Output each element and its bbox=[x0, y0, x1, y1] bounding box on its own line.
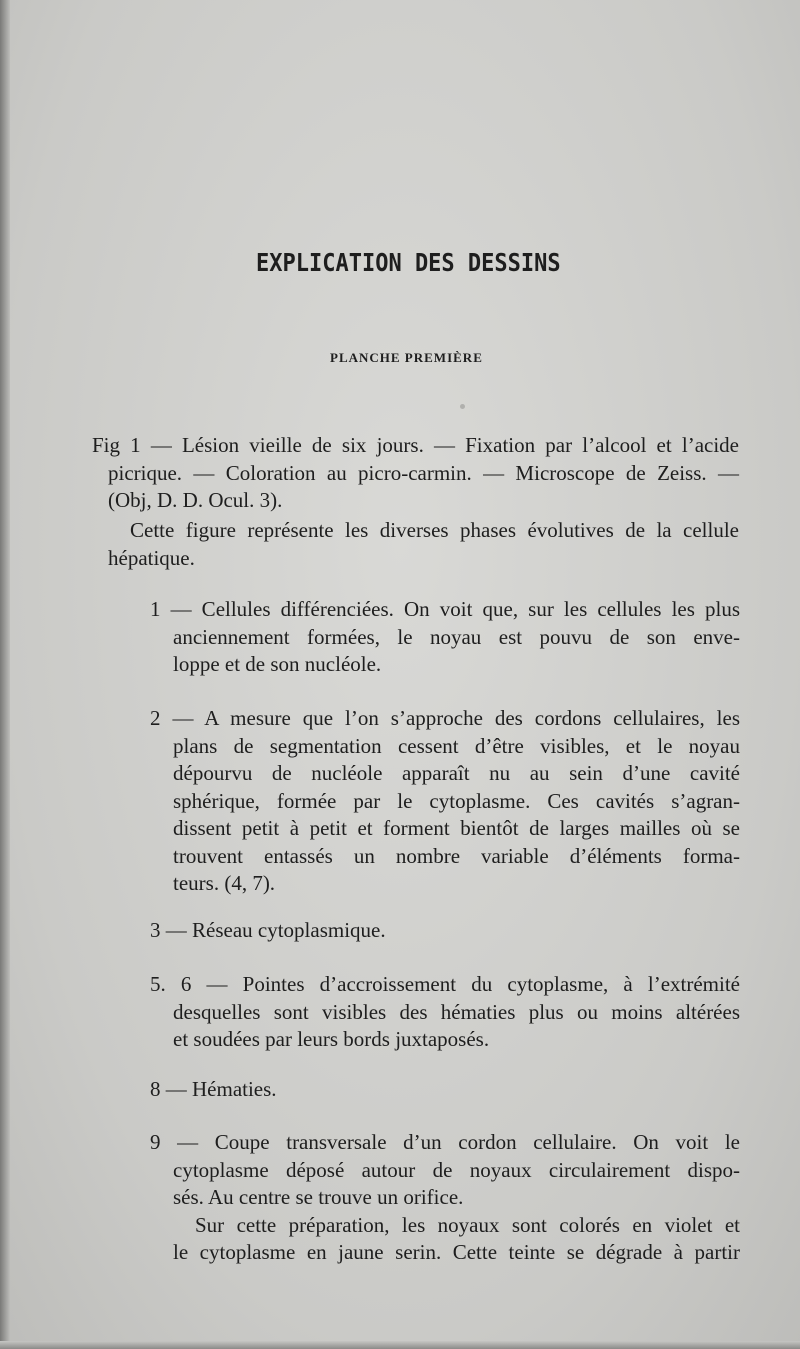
item-line: 9 — Coupe transversale d’un cordon cellulaire. On voit le bbox=[150, 1130, 740, 1154]
item-line: cytoplasme déposé autour de noyaux circulairement dispo- bbox=[173, 1157, 740, 1182]
page-bottom-edge-shadow bbox=[0, 1341, 800, 1349]
item-line: desquelles sont visibles des hématies plus ou moins altérées bbox=[173, 999, 740, 1024]
item-line: et soudées par leurs bords juxtaposés. bbox=[173, 1027, 490, 1051]
item-line: trouvent entassés un nombre variable d’éléments forma- bbox=[173, 843, 740, 868]
item-line: 2 — A mesure que l’on s’approche des cordons cellulaires, les bbox=[150, 706, 740, 730]
item-line: dépourvu de nucléole apparaît nu au sein d’une cavité bbox=[173, 761, 740, 785]
figure-intro bbox=[92, 517, 739, 572]
list-item bbox=[150, 1076, 740, 1104]
item-line: teurs. (4, 7). bbox=[173, 871, 276, 895]
item-line: Sur cette préparation, les noyaux sont colorés en violet et bbox=[195, 1212, 740, 1237]
item-line: 3 — Réseau cytoplasmique. bbox=[150, 918, 386, 942]
item-line: le cytoplasme en jaune serin. Cette teinte se dégrade à partir bbox=[173, 1240, 740, 1264]
item-line: 1 — Cellules différenciées. On voit que, sur les cellules les plus bbox=[150, 597, 740, 621]
plate-subtitle: PLANCHE PREMIÈRE bbox=[330, 350, 483, 365]
item-line: plans de segmentation cessent d’être visibles, et le noyau bbox=[173, 733, 740, 758]
item-line: anciennement formées, le noyau est pouvu de son enve- bbox=[173, 624, 740, 649]
print-speck bbox=[460, 404, 465, 409]
intro-line: hépatique. bbox=[108, 545, 195, 570]
list-item bbox=[150, 596, 740, 679]
item-line: sphérique, formée par le cytoplasme. Ces cavités s’agran- bbox=[173, 788, 740, 813]
item-line: loppe et de son nucléole. bbox=[173, 652, 382, 676]
item-line: sés. Au centre se trouve un orifice. bbox=[173, 1185, 464, 1209]
caption-line: picrique. — Coloration au picro-carmin. — Microscope de Zeiss. — bbox=[108, 460, 739, 485]
page-left-edge-shadow bbox=[0, 0, 10, 1349]
item-line: dissent petit à petit et forment bientôt de larges mailles où se bbox=[173, 816, 740, 840]
item-line: 8 — Hématies. bbox=[150, 1077, 277, 1101]
list-item bbox=[150, 917, 740, 945]
page-title: EXPLICATION DES DESSINS bbox=[256, 248, 561, 277]
caption-line: (Obj, D. D. Ocul. 3). bbox=[108, 488, 283, 512]
list-item bbox=[150, 705, 740, 898]
item-line: 5. 6 — Pointes d’accroissement du cytoplasme, à l’extrémité bbox=[150, 972, 740, 996]
list-item bbox=[150, 1129, 740, 1267]
figure-caption bbox=[92, 432, 739, 515]
list-item bbox=[150, 971, 740, 1054]
intro-line: Cette figure représente les diverses phases évolutives de la cellule bbox=[130, 518, 739, 542]
caption-line: Fig 1 — Lésion vieille de six jours. — Fixation par l’alcool et l’acide bbox=[92, 433, 739, 457]
